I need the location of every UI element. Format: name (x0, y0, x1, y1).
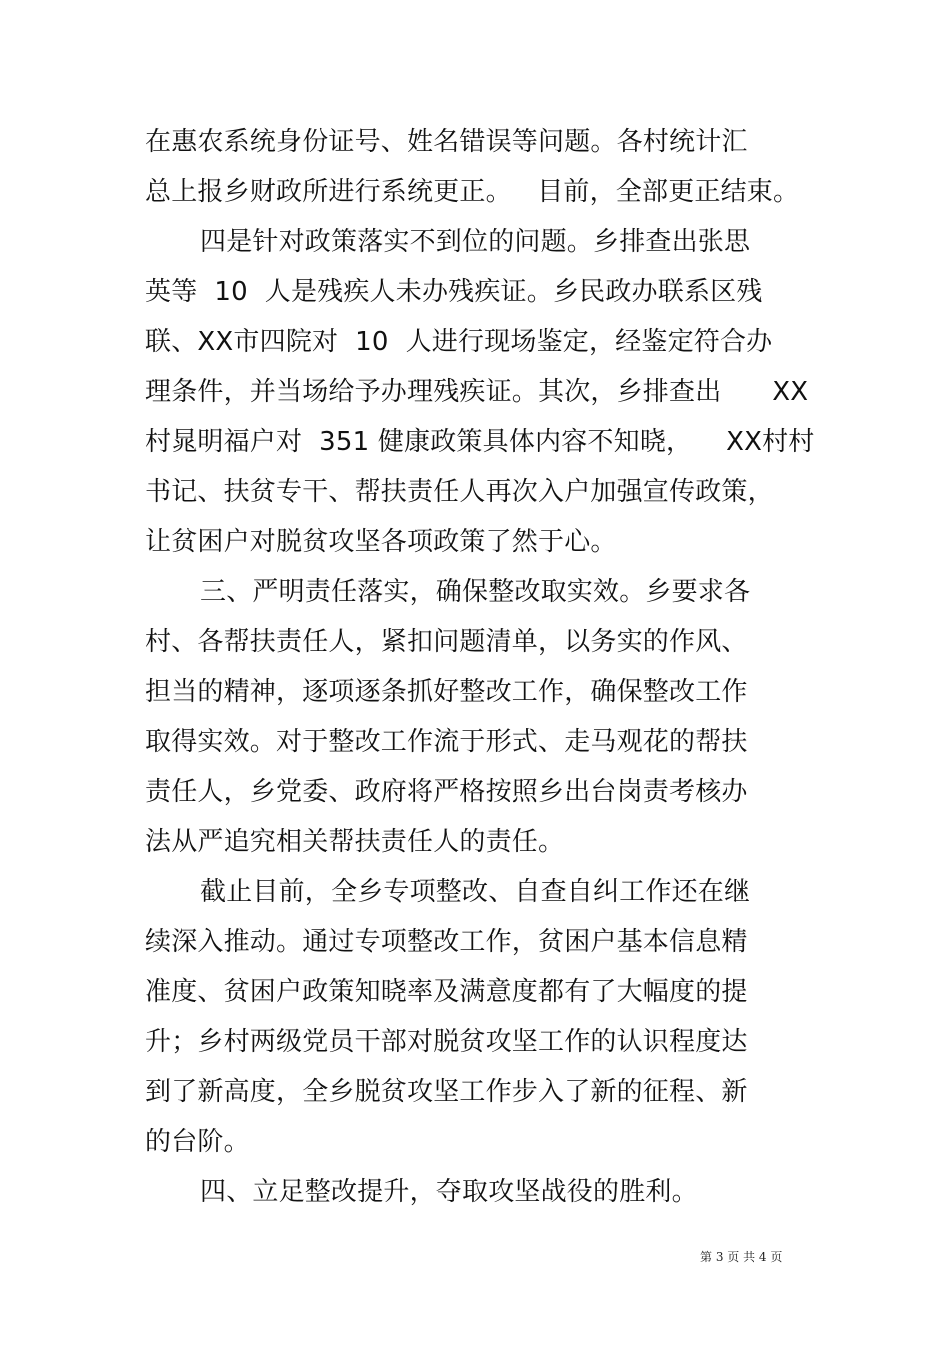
paragraph-start-line: 截止目前，全乡专项整改、自查自纠工作还在继 (200, 877, 751, 907)
text-line: 村、各帮扶责任人，紧扣问题清单，以务实的作风、 (145, 627, 748, 657)
paragraph-start-line: 四是针对政策落实不到位的问题。乡排查出张思 (200, 227, 751, 257)
text-line: 村晁明福户对 351 健康政策具体内容不知晓， XX村村 (145, 427, 815, 457)
text-line: 担当的精神，逐项逐条抓好整改工作，确保整改工作 (145, 677, 748, 707)
text-line: 取得实效。对于整改工作流于形式、走马观花的帮扶 (145, 727, 748, 757)
text-line: 责任人，乡党委、政府将严格按照乡出台岗责考核办 (145, 777, 748, 807)
text-line: 书记、扶贫专干、帮扶责任人再次入户加强宣传政策， (145, 477, 774, 507)
text-line: 准度、贫困户政策知晓率及满意度都有了大幅度的提 (145, 977, 748, 1007)
text-line: 理条件，并当场给予办理残疾证。其次，乡排查出 XX (145, 377, 809, 407)
text-line: 联、XX市四院对 10 人进行现场鉴定，经鉴定符合办 (145, 327, 773, 357)
text-line: 让贫困户对脱贫攻坚各项政策了然于心。 (145, 527, 617, 557)
text-line: 升；乡村两级党员干部对脱贫攻坚工作的认识程度达 (145, 1027, 748, 1057)
text-line: 总上报乡财政所进行系统更正。 目前，全部更正结束。 (145, 177, 800, 207)
text-line: 续深入推动。通过专项整改工作，贫困户基本信息精 (145, 927, 748, 957)
text-line: 在惠农系统身份证号、姓名错误等问题。各村统计汇 (145, 127, 748, 157)
text-line: 英等 10 人是残疾人未办残疾证。乡民政办联系区残 (145, 277, 763, 307)
page-number-footer: 第 3 页 共 4 页 (700, 1250, 783, 1264)
text-line: 到了新高度，全乡脱贫攻坚工作步入了新的征程、新 (145, 1077, 748, 1107)
text-line: 的台阶。 (145, 1127, 250, 1157)
section-heading-line: 四、立足整改提升，夺取攻坚战役的胜利。 (200, 1177, 698, 1207)
text-line: 法从严追究相关帮扶责任人的责任。 (145, 827, 565, 857)
section-heading-line: 三、严明责任落实，确保整改取实效。乡要求各 (200, 577, 751, 607)
